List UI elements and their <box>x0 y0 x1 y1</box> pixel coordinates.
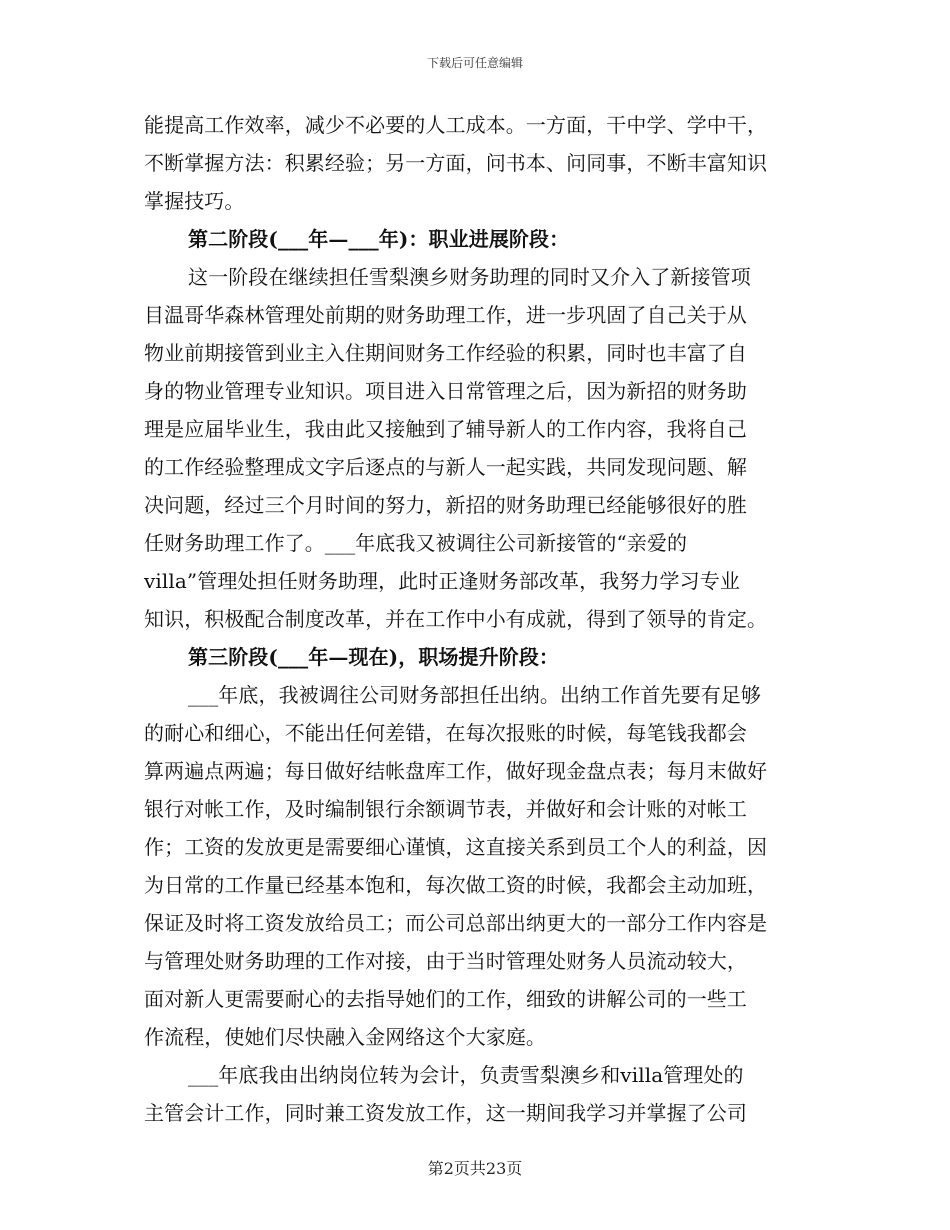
text-line: 任财务助理工作了。___年底我又被调往公司新接管的“亲爱的 <box>144 531 688 555</box>
text-line: 目温哥华森林管理处前期的财务助理工作，进一步巩固了自己关于从 <box>144 303 747 327</box>
text-line: villa”管理处担任财务助理，此时正逢财务部改革，我努力学习专业 <box>144 569 740 593</box>
text-line: 不断掌握方法：积累经验；另一方面，问书本、问同事，不断丰富知识 <box>144 151 768 175</box>
section-heading-stage-3: 第三阶段(___年—现在)，职场提升阶段： <box>188 645 560 669</box>
text-line: 主管会计工作，同时兼工资发放工作，这一期间我学习并掌握了公司 <box>144 1101 747 1125</box>
document-body <box>144 106 808 1132</box>
download-editable-note: 下载后可任意编辑 <box>426 56 523 70</box>
text-line: 知识，积极配合制度改革，并在工作中小有成就，得到了领导的肯定。 <box>144 607 768 631</box>
text-line: 掌握技巧。 <box>144 189 245 213</box>
text-line: 银行对帐工作，及时编制银行余额调节表，并做好和会计账的对帐工 <box>144 797 747 821</box>
text-line: 作；工资的发放更是需要细心谨慎，这直接关系到员工个人的利益，因 <box>144 835 768 859</box>
text-line: 的耐心和细心，不能出任何差错，在每次报账的时候，每笔钱我都会 <box>144 721 747 745</box>
paragraph-first-line: ___年底，我被调往公司财务部担任出纳。出纳工作首先要有足够 <box>188 683 761 707</box>
text-line: 为日常的工作量已经基本饱和，每次做工资的时候，我都会主动加班， <box>144 873 768 897</box>
section-heading-stage-2: 第二阶段(___年—___年)：职业进展阶段： <box>188 227 570 251</box>
text-line: 理是应届毕业生，我由此又接触到了辅导新人的工作内容，我将自己 <box>144 417 747 441</box>
paragraph-first-line: ___年底我由出纳岗位转为会计，负责雪梨澳乡和villa管理处的 <box>188 1063 744 1087</box>
text-line: 身的物业管理专业知识。项目进入日常管理之后，因为新招的财务助 <box>144 379 747 403</box>
text-line: 作流程，使她们尽快融入金网络这个大家庭。 <box>144 1025 546 1049</box>
text-line: 保证及时将工资发放给员工；而公司总部出纳更大的一部分工作内容是 <box>144 911 768 935</box>
page-number: 第2页共23页 <box>427 1159 523 1178</box>
text-line: 决问题，经过三个月时间的努力，新招的财务助理已经能够很好的胜 <box>144 493 747 517</box>
text-line: 算两遍点两遍；每日做好结帐盘库工作，做好现金盘点表；每月末做好 <box>144 759 768 783</box>
text-line: 物业前期接管到业主入住期间财务工作经验的积累，同时也丰富了自 <box>144 341 747 365</box>
text-line: 与管理处财务助理的工作对接，由于当时管理处财务人员流动较大， <box>144 949 747 973</box>
text-line: 能提高工作效率，减少不必要的人工成本。一方面，干中学、学中干， <box>144 113 768 137</box>
paragraph-first-line: 这一阶段在继续担任雪梨澳乡财务助理的同时又介入了新接管项 <box>188 265 751 289</box>
text-line: 的工作经验整理成文字后逐点的与新人一起实践，共同发现问题、解 <box>144 455 747 479</box>
text-line: 面对新人更需要耐心的去指导她们的工作，细致的讲解公司的一些工 <box>144 987 747 1011</box>
